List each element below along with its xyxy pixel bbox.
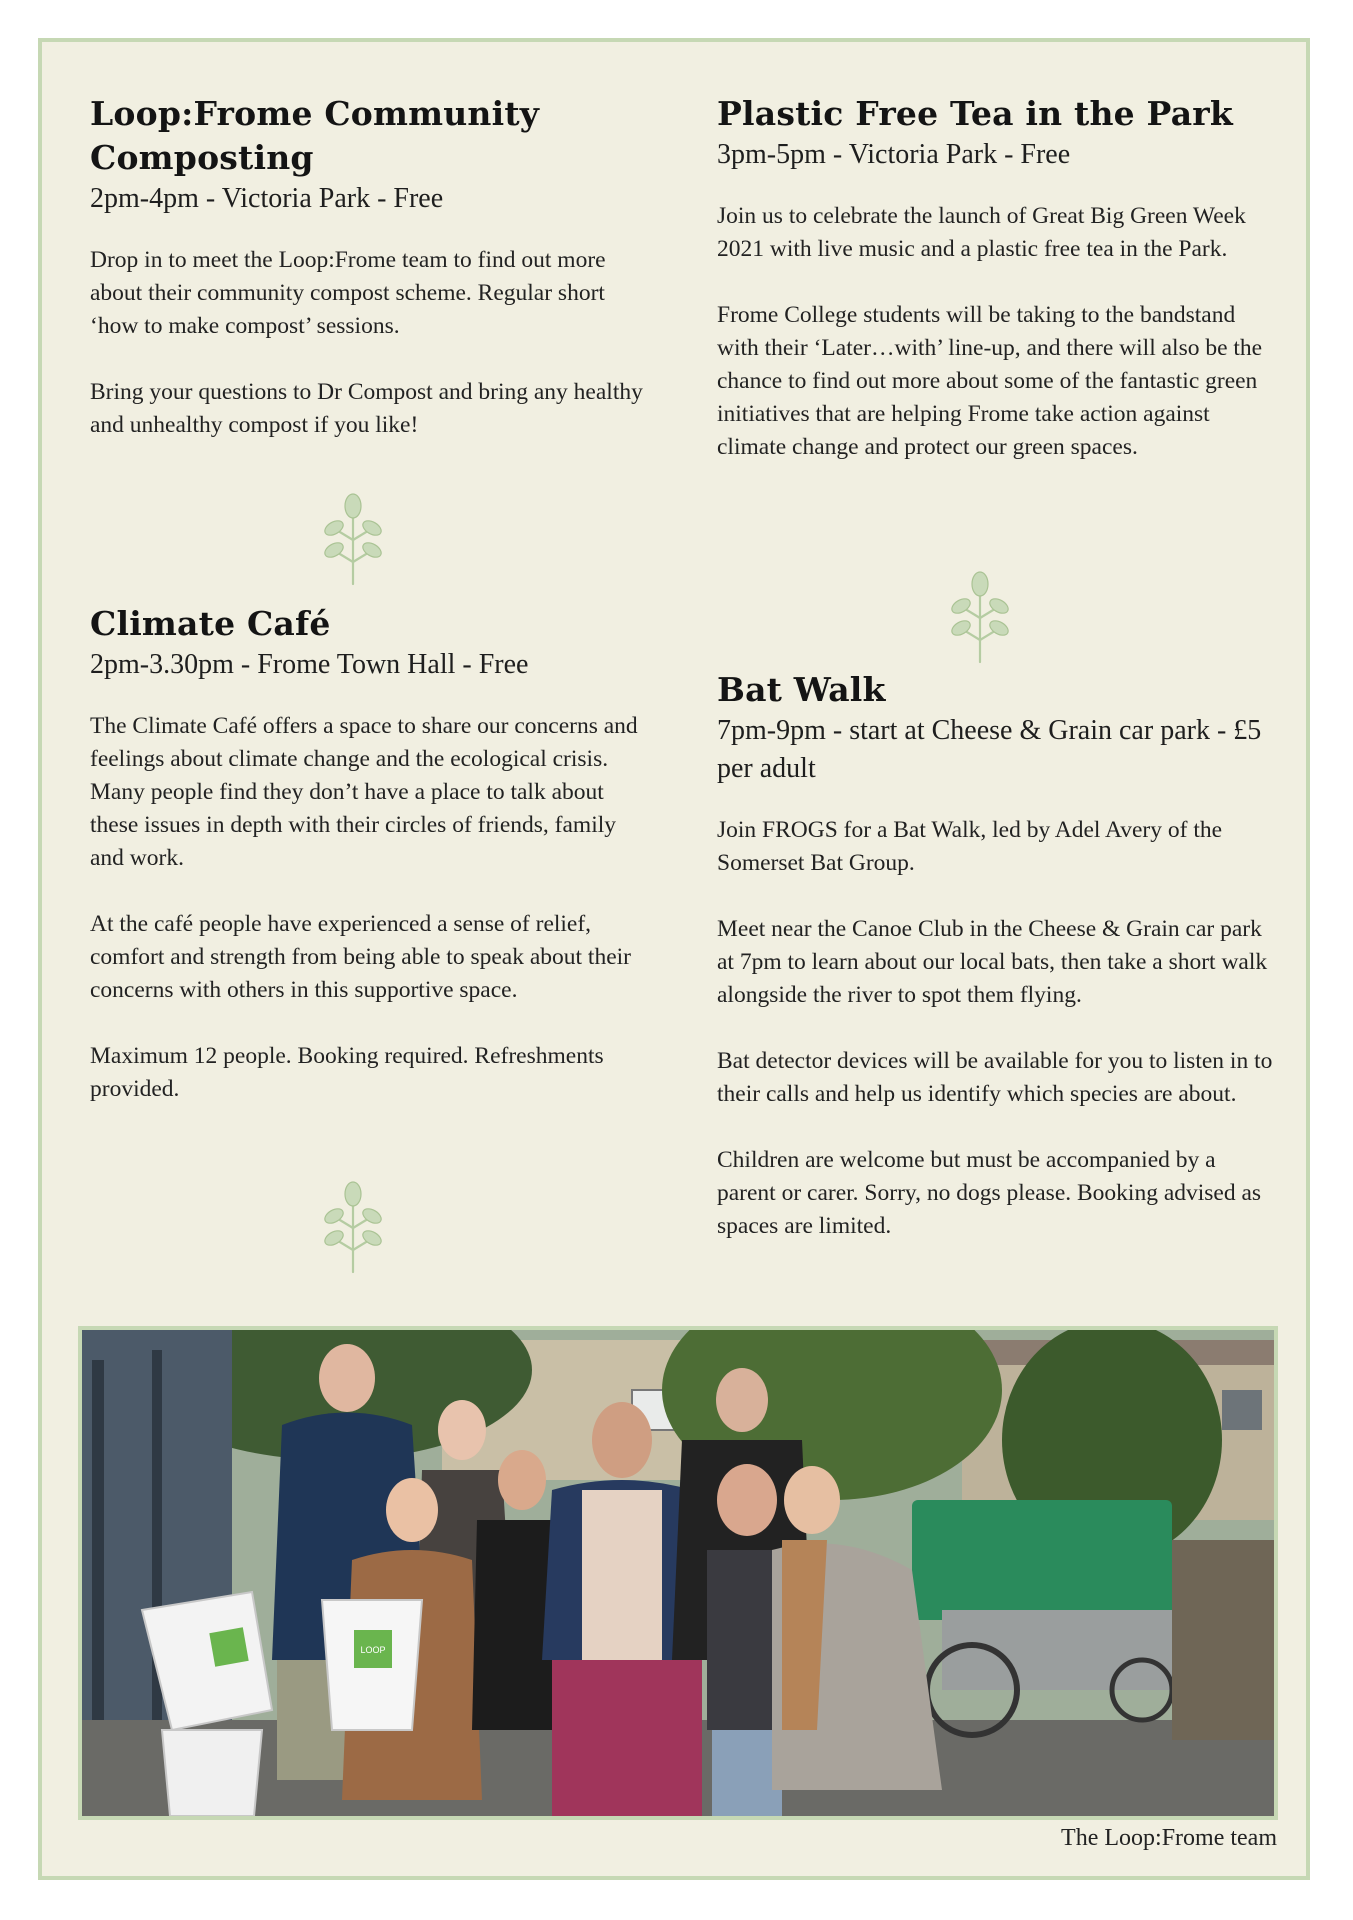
event-bat-walk [717, 668, 1277, 1276]
event-title: Climate Café [90, 604, 331, 643]
sprig-icon [318, 492, 388, 588]
event-paragraph: Join FROGS for a Bat Walk, led by Adel Avery of the Somerset Bat Group. [717, 817, 1223, 876]
event-paragraph: Meet near the Canoe Club in the Cheese & Grain car park at 7pm to learn about our local bats, then take a short walk alongside the river to spot them flying. [717, 916, 1268, 1008]
photo-caption: The Loop:Frome team [1061, 1825, 1277, 1851]
event-meta: 3pm-5pm - Victoria Park - Free [717, 139, 1071, 170]
event-paragraph: Frome College students will be taking to the bandstand with their ‘Later…with’ line-up, and there will also be the chance to find out more about some of the fantastic green initiatives that are helping Frome take action against climate change and protect our green spaces. [717, 302, 1263, 460]
event-paragraph: Maximum 12 people. Booking required. Refreshments provided. [90, 1043, 604, 1102]
team-photo [78, 1326, 1278, 1820]
event-title: Loop:Frome Community Composting [90, 94, 540, 177]
team-photo-illustration [82, 1330, 1274, 1816]
event-title: Plastic Free Tea in the Park [717, 94, 1233, 133]
event-paragraph: The Climate Café offers a space to share our concerns and feelings about climate change and the ecological crisis. Many people find they don’t have a place to talk about these issues in depth with their circles of friends, family and work. [90, 713, 638, 871]
event-plastic-free-tea [717, 92, 1277, 497]
event-paragraph: Join us to celebrate the launch of Great Big Green Week 2021 with live music and a plastic free tea in the Park. [717, 203, 1246, 262]
event-paragraph: Children are welcome but must be accompanied by a parent or carer. Sorry, no dogs please. Booking advised as spaces are limited. [717, 1147, 1262, 1239]
event-paragraph: Drop in to meet the Loop:Frome team to find out more about their community compost scheme. Regular short ‘how to make compost’ sessions. [90, 247, 606, 339]
event-paragraph: Bring your questions to Dr Compost and bring any healthy and unhealthy compost if you like! [90, 379, 643, 438]
event-title: Bat Walk [717, 670, 886, 709]
bucket-logo: LOOP [360, 1645, 386, 1655]
event-climate-cafe [90, 602, 650, 1139]
event-meta: 7pm-9pm - start at Cheese & Grain car park - £5 per adult [717, 715, 1262, 784]
sprig-icon [318, 1180, 388, 1276]
sprig-icon [945, 570, 1015, 666]
event-meta: 2pm-4pm - Victoria Park - Free [90, 183, 444, 214]
event-paragraph: Bat detector devices will be available for you to listen in to their calls and help us identify which species are about. [717, 1048, 1273, 1107]
event-meta: 2pm-3.30pm - Frome Town Hall - Free [90, 649, 529, 680]
event-compost [90, 92, 650, 475]
event-paragraph: At the café people have experienced a sense of relief, comfort and strength from being able to speak about their concerns with others in this supportive space. [90, 911, 631, 1003]
